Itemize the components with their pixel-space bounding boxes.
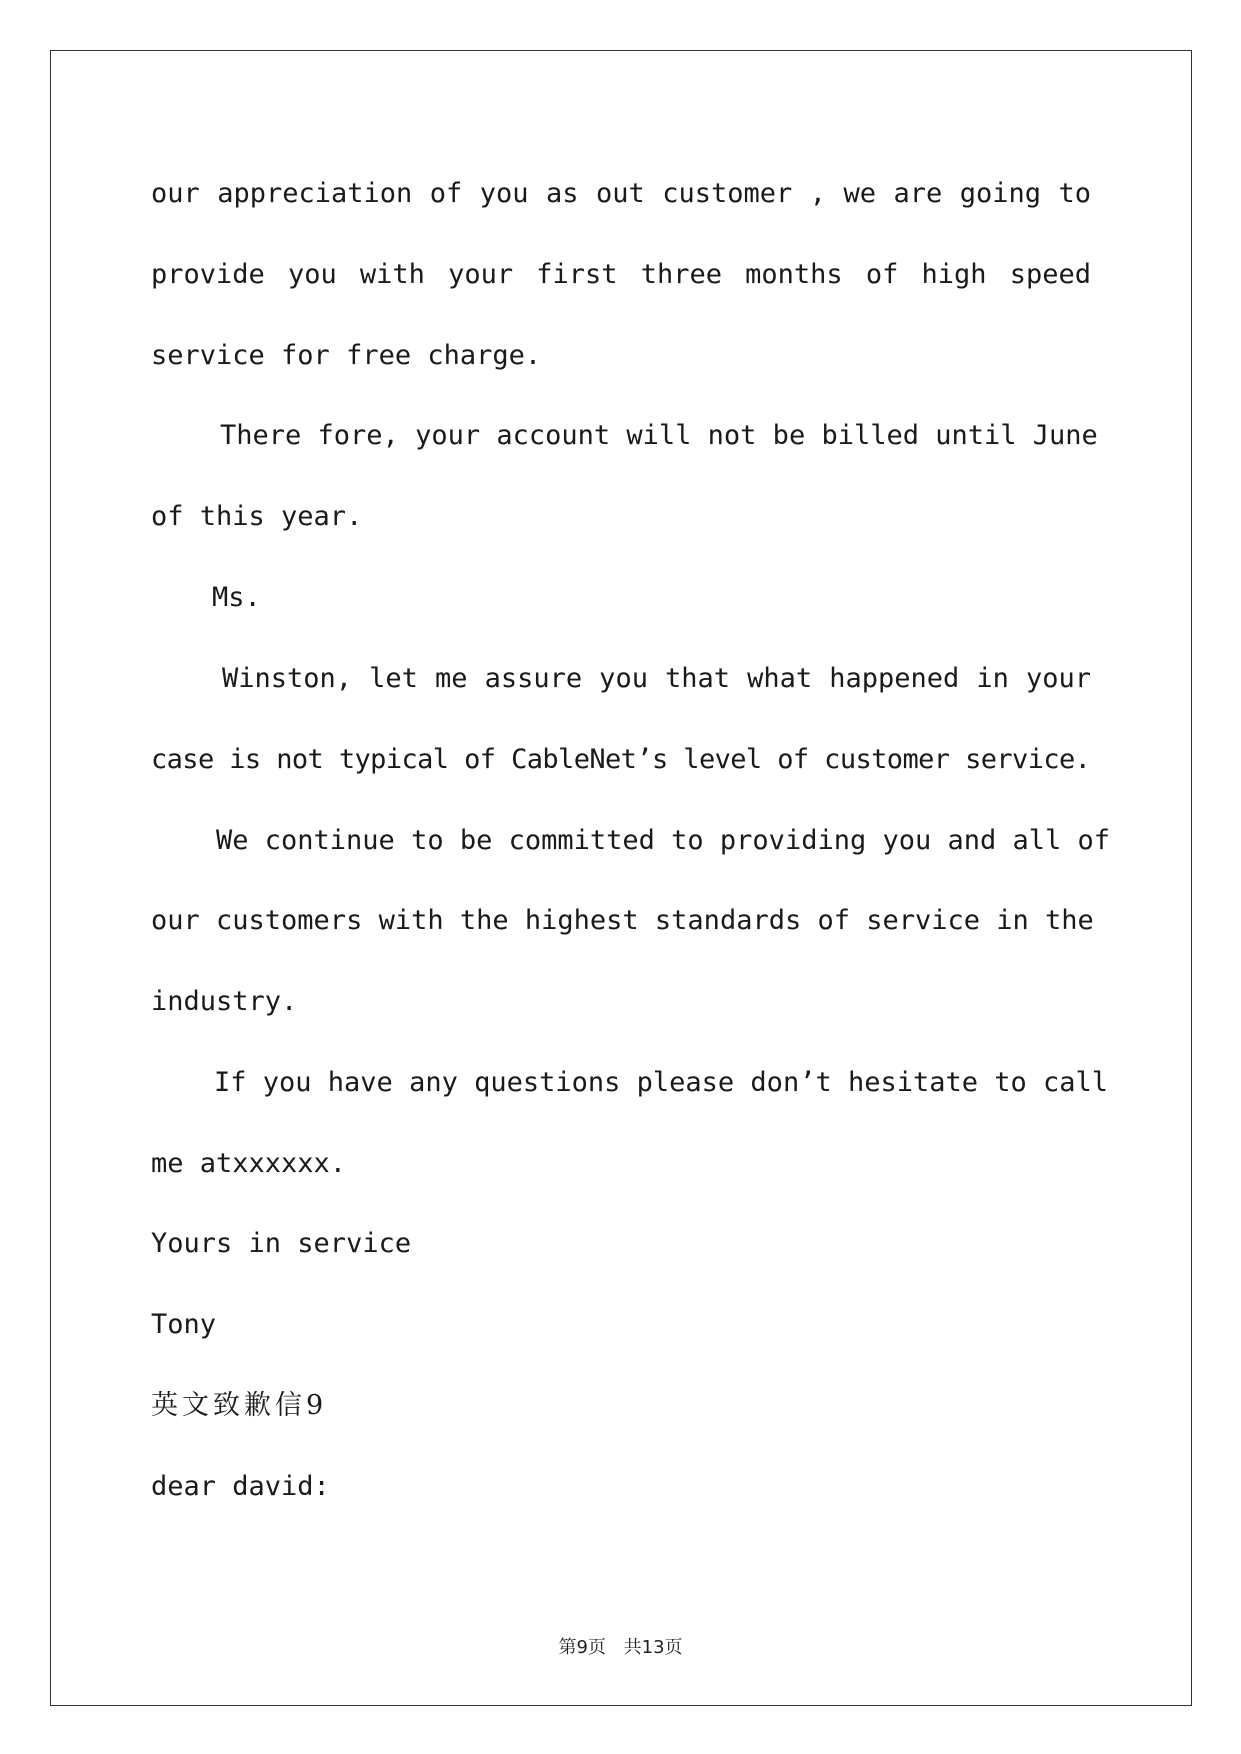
page-number: 第9页	[558, 1637, 606, 1658]
body-line-1: our appreciation of you as out customer , we are going to	[151, 178, 1091, 209]
page-border	[50, 50, 1192, 1706]
body-line-2: provide you with your first three months of high speed	[151, 259, 1091, 290]
closing-line: Yours in service	[151, 1228, 412, 1259]
body-line-5: of this year.	[151, 501, 363, 532]
body-line-11: industry.	[151, 986, 298, 1017]
body-line-10: our customers with the highest standards of service in the	[151, 905, 1094, 936]
body-line-8: case is not typical of CableNet’s level of customer service.	[151, 744, 1091, 775]
body-line-7: Winston, let me assure you that what happened in your	[222, 663, 1091, 694]
body-line-3: service for free charge.	[151, 340, 542, 371]
body-line-4: There fore, your account will not be billed until June	[220, 420, 1098, 451]
body-line-9: We continue to be committed to providing you and all of	[216, 825, 1111, 856]
page-footer	[0, 1633, 1241, 1659]
body-line-6: Ms.	[212, 582, 261, 613]
body-line-13: me atxxxxxx.	[151, 1148, 347, 1179]
salutation-line: dear david:	[151, 1471, 330, 1502]
section-heading: 英文致歉信9	[151, 1390, 328, 1421]
body-line-12: If you have any questions please don’t hesitate to call	[214, 1067, 1109, 1098]
signature-name: Tony	[151, 1309, 217, 1340]
total-pages: 共13页	[623, 1637, 683, 1658]
